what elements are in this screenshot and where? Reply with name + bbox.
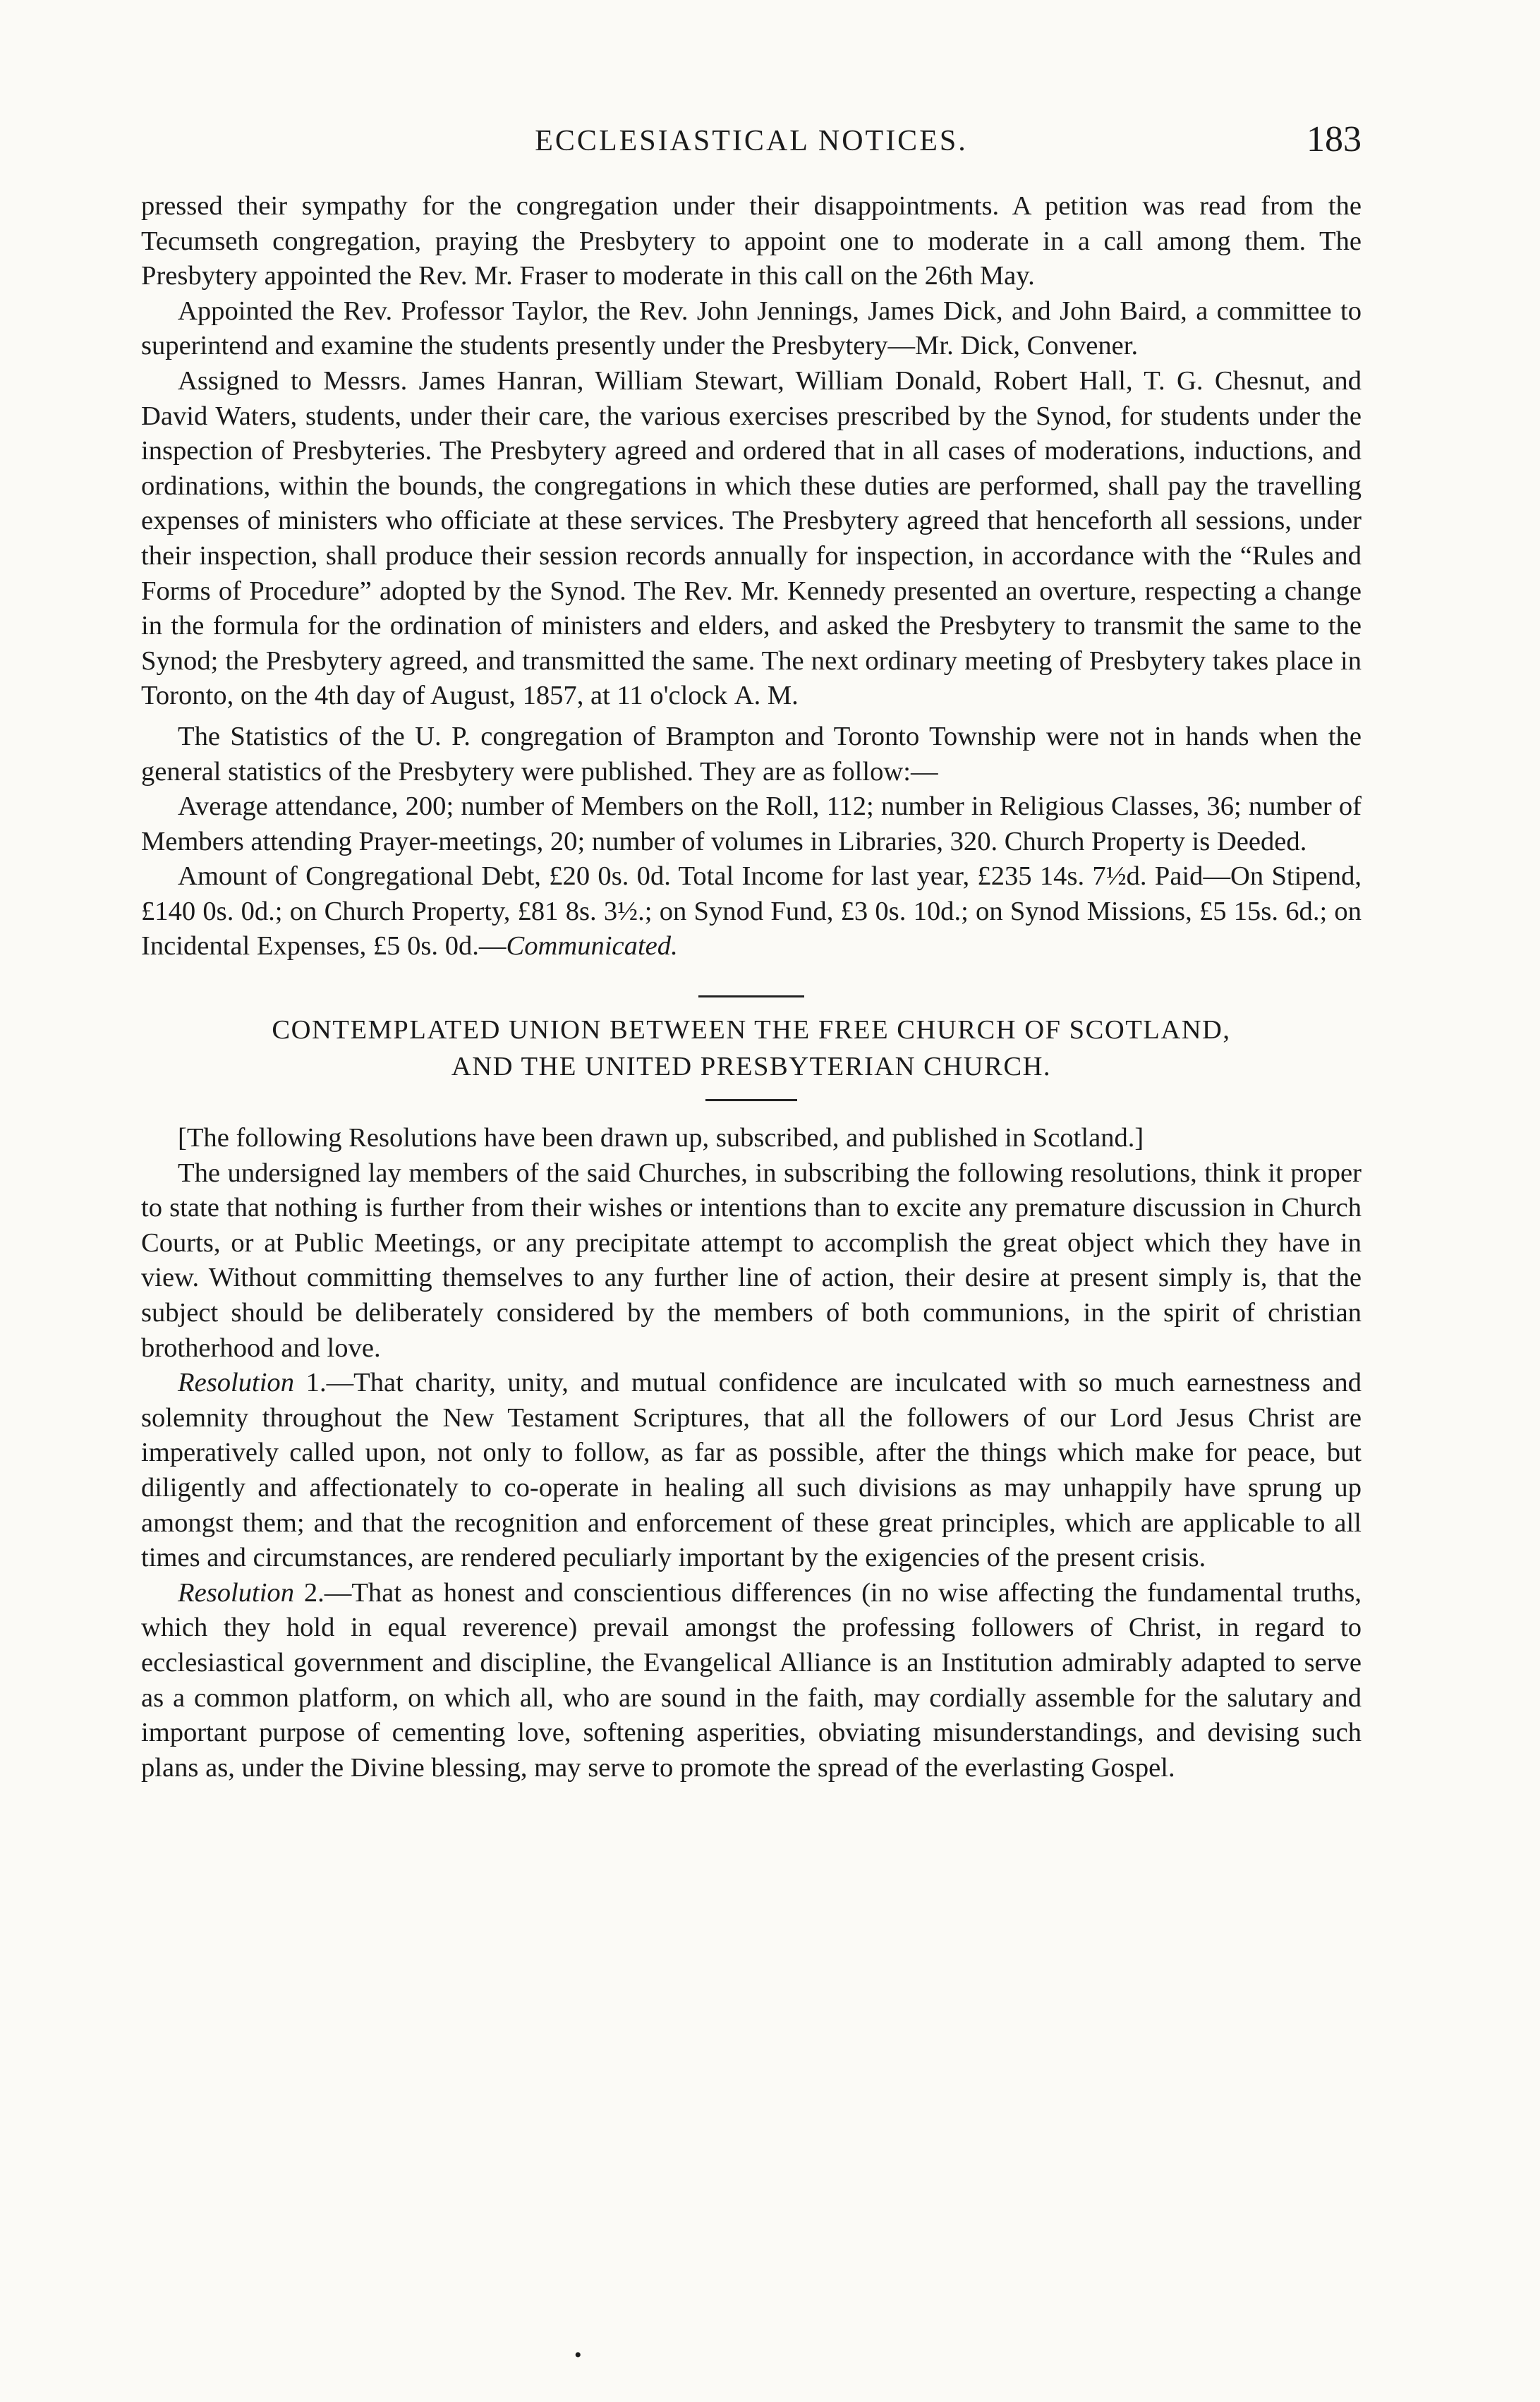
running-title: ECCLESIASTICAL NOTICES. (535, 125, 968, 157)
resolution-text: 2.—That as honest and conscientious differences (in no wise affecting the fundamental truths, which they hold in equal reverence) prevail amongst the professing followers of Christ, in regard to ecclesiastical government and discipline, the Evangelical Alliance is an Institution admirably adapted to serve as a common platform, on which all, who are sound in the faith, may cordially assemble for the salutary and important purpose of cementing love, softening asperities, obviating misunderstandings, and devising such plans as, under the Divine blessing, may serve to promote the spread of the everlasting Gospel. (141, 1577, 1362, 1783)
paragraph: The undersigned lay members of the said Churches, in subscribing the following resolutions, think it proper to state that nothing is further from their wishes or intentions than to excite any premature discussion in Church Courts, or at Public Meetings, or any precipitate attempt to accomplish the great object which they have in view. Without committing themselves to any further line of action, their desire at present simply is, that the subject should be deliberately considered by the members of both communions, in the spirit of christian brotherhood and love. (141, 1158, 1362, 1363)
paragraph: Appointed the Rev. Professor Taylor, the Rev. John Jennings, James Dick, and John Baird, a committee to superintend and examine the students presently under the Presbytery—Mr. Dick, Convener. (141, 296, 1362, 361)
resolution-label: Resolution (178, 1577, 295, 1608)
heading-line: AND THE UNITED PRESBYTERIAN CHURCH. (451, 1052, 1052, 1082)
footer-mark: • (574, 2343, 582, 2367)
signoff: Communicated. (506, 931, 678, 962)
paragraph: pressed their sympathy for the congregation under their disappointments. A petition was read from the Tecumseth congregation, praying the Presbytery to appoint one to moderate in a call among them. The Presbytery appointed the Rev. Mr. Fraser to moderate in this call on the 26th May. (141, 191, 1362, 291)
heading-line: CONTEMPLATED UNION BETWEEN THE FREE CHURCH OF SCOTLAND, (272, 1015, 1231, 1045)
resolution-label: Resolution (178, 1368, 295, 1398)
paragraph (141, 364, 1362, 714)
paragraph (141, 859, 1362, 964)
resolution-text: 1.—That charity, unity, and mutual confidence are inculcated with so much earnestness and solemnity throughout the New Testament Scriptures, that all the followers of our Lord Jesus Christ are imperatively called upon, not only to follow, as far as possible, after the things which make for peace, but diligently and affectionately to co-operate in healing all such divisions as may unhappily have sprung up amongst them; and that the recognition and enforcement of these great principles, which are applicable to all times and circumstances, are rendered peculiarly important by the exigencies of the present crisis. (141, 1368, 1362, 1573)
page-body (141, 189, 1362, 1785)
heading-divider (705, 1099, 797, 1101)
resolution-1 (141, 1366, 1362, 1576)
time-suffix: A. M. (734, 681, 799, 711)
page-number: 183 (1306, 119, 1362, 159)
section-divider (698, 995, 804, 997)
paragraph: Average attendance, 200; number of Members on the Roll, 112; number in Religious Classes, 36; number of Members attending Prayer-meetings, 20; number of volumes in Libraries, 320. Church Property is Deeded. (141, 791, 1362, 856)
paragraph: [The following Resolutions have been drawn up, subscribed, and published in Scotland.] (178, 1123, 1144, 1153)
paragraph-text: Amount of Congregational Debt, £20 0s. 0d. Total Income for last year, £235 14s. 7½d. Paid—On Stipend, £140 0s. 0d.; on Church Property, £81 8s. 3½.; on Synod Fund, £3 0s. 10d.; on Synod Missions, £5 15s. 6d.; on Incidental Expenses, £5 0s. 0d.— (141, 861, 1362, 962)
section-heading (141, 1012, 1362, 1085)
paragraph: The Statistics of the U. P. congregation of Brampton and Toronto Township were not in hands when the general statistics of the Presbytery were published. They are as follow:— (141, 721, 1362, 787)
resolution-2 (141, 1576, 1362, 1786)
paragraph-text: Assigned to Messrs. James Hanran, William Stewart, William Donald, Robert Hall, T. G. Chesnut, and David Waters, students, under their care, the various exercises prescribed by the Synod, for students under the inspection of Presbyteries. The Presbytery agreed and ordered that in all cases of moderations, inductions, and ordinations, within the bounds, the congregations in which these duties are performed, shall pay the travelling expenses of ministers who officiate at these services. The Presbytery agreed that henceforth all sessions, under their inspection, shall produce their session records annually for inspection, in accordance with the “Rules and Forms of Procedure” adopted by the Synod. The Rev. Mr. Kennedy presented an overture, respecting a change in the formula for the ordination of ministers and elders, and asked the Presbytery to transmit the same to the Synod; the Presbytery agreed, and transmitted the same. The next ordinary meeting of Presbytery takes place in Toronto, on the 4th day of August, 1857, at 11 o'clock (141, 365, 1362, 711)
page-header (141, 119, 1362, 168)
